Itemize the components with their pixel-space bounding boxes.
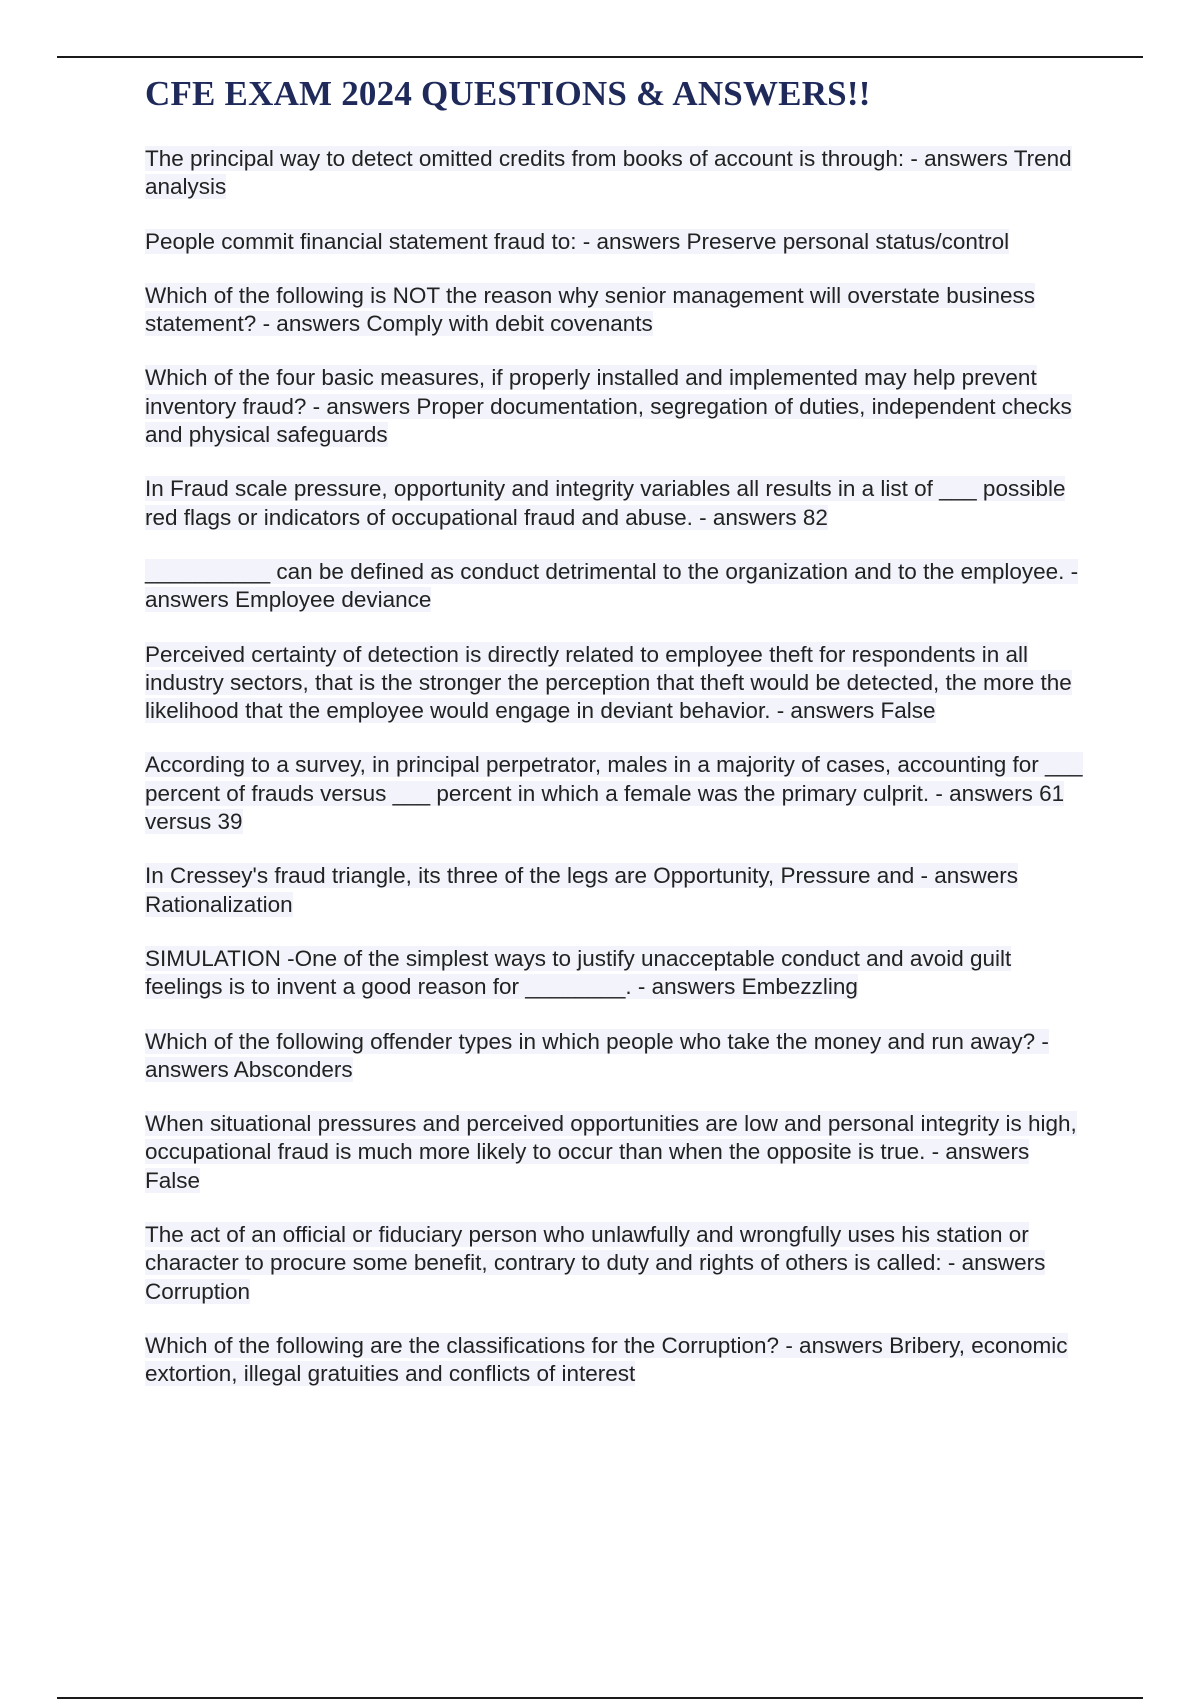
qa-item (145, 282, 1090, 339)
qa-item (145, 364, 1090, 449)
qa-list (145, 145, 1090, 1415)
qa-text: The act of an official or fiduciary person who unlawfully and wrongfully uses his station or character to procure some benefit, contrary to duty and rights of others is called: - answers Corruption (145, 1222, 1046, 1304)
qa-text: Perceived certainty of detection is directly related to employee theft for respondents in all industry sectors, that is the stronger the perception that theft would be detected, the more the likelihood that the employee would engage in deviant behavior. - answers False (145, 641, 1072, 724)
qa-text: Which of the following are the classifications for the Corruption? - answers Bribery, economic extortion, illegal gratuities and conflicts of interest (145, 1332, 1068, 1387)
qa-item (145, 475, 1090, 532)
qa-item (145, 145, 1090, 202)
qa-item (145, 1028, 1090, 1085)
qa-text: People commit financial statement fraud to: - answers Preserve personal status/control (145, 228, 1010, 254)
qa-text: __________ can be defined as conduct detrimental to the organization and to the employee. - answers Employee deviance (145, 558, 1079, 613)
qa-text: In Fraud scale pressure, opportunity and integrity variables all results in a list of ___ possible red flags or indicators of occupational fraud and abuse. - answers 82 (145, 476, 1066, 530)
qa-text: Which of the following is NOT the reason why senior management will overstate business statement? - answers Comply with debit covenants (145, 282, 1036, 337)
qa-text: According to a survey, in principal perpetrator, males in a majority of cases, accounting for ___ percent of frauds versus ___ percent in which a female was the primary culprit. - answers 61 versus 39 (145, 752, 1083, 835)
qa-item (145, 1221, 1090, 1306)
qa-text: When situational pressures and perceived opportunities are low and personal integrity is high, occupational fraud is much more likely to occur than when the opposite is true. - answers False (145, 1111, 1077, 1193)
qa-text: SIMULATION -One of the simplest ways to justify unacceptable conduct and avoid guilt feelings is to invent a good reason for ________. - answers Embezzling (145, 945, 1012, 1000)
qa-item (145, 641, 1090, 726)
qa-item (145, 558, 1090, 615)
qa-text: In Cressey's fraud triangle, its three of the legs are Opportunity, Pressure and - answers Rationalization (145, 863, 1019, 917)
top-rule (57, 56, 1143, 58)
qa-text: The principal way to detect omitted credits from books of account is through: - answers Trend analysis (145, 146, 1072, 200)
qa-item (145, 1332, 1090, 1389)
document-title: CFE EXAM 2024 QUESTIONS & ANSWERS!! (145, 74, 871, 113)
qa-text: Which of the following offender types in which people who take the money and run away? - answers Absconders (145, 1028, 1049, 1082)
qa-text: Which of the four basic measures, if properly installed and implemented may help prevent inventory fraud? - answers Proper documentation, segregation of duties, independent checks and physical safeguards (145, 365, 1072, 448)
qa-item (145, 862, 1090, 919)
qa-item (145, 751, 1090, 836)
bottom-rule (57, 1697, 1143, 1699)
qa-item (145, 228, 1090, 256)
qa-item (145, 945, 1090, 1002)
qa-item (145, 1110, 1090, 1195)
